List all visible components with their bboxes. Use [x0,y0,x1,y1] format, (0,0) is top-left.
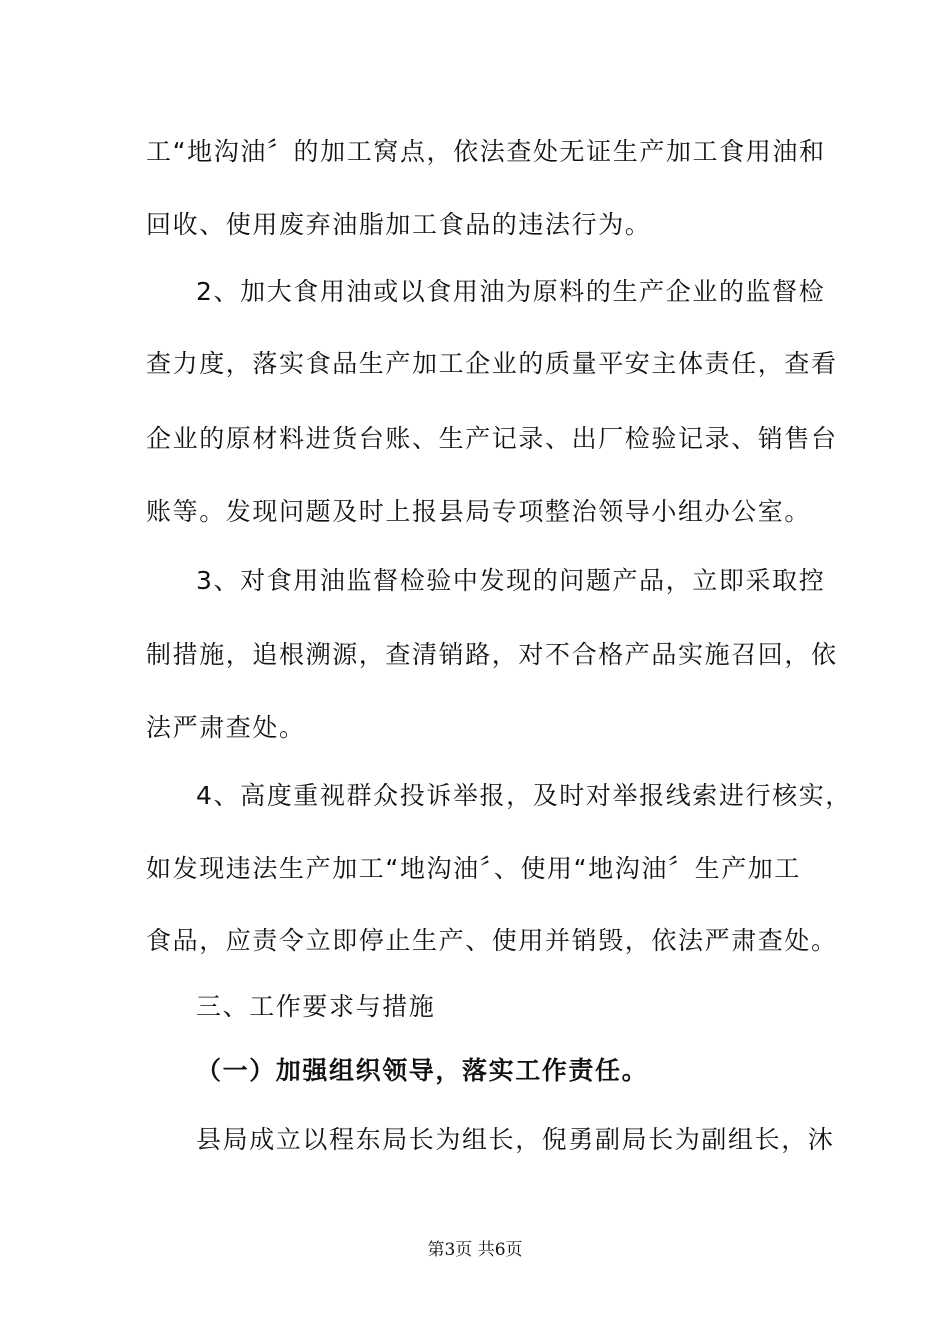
body-text-line: 法严肃查处。 [146,713,306,742]
body-text-line: 2、加大食用油或以食用油为原料的生产企业的监督检 [196,277,826,306]
body-text-line: 县局成立以程东局长为组长，倪勇副局长为副组长，沐 [196,1125,835,1154]
body-text-line: 如发现违法生产加工“地沟油〞、使用“地沟油〞生产加工 [146,854,802,883]
body-text-line: 企业的原材料进货台账、生产记录、出厂检验记录、销售台 [146,424,838,453]
body-text-line: 4、高度重视群众投诉举报，及时对举报线索进行核实， [196,781,852,810]
body-text-line: 食品，应责令立即停止生产、使用并销毁，依法严肃查处。 [146,926,838,955]
section-heading: 三、工作要求与措施 [196,992,436,1021]
body-text-line: 回收、使用废弃油脂加工食品的违法行为。 [146,210,652,239]
body-text-line: 查力度，落实食品生产加工企业的质量平安主体责任，查看 [146,349,838,378]
body-text-line: 账等。发现问题及时上报县局专项整治领导小组办公室。 [146,497,812,526]
body-text-line: 工“地沟油〞的加工窝点，依法查处无证生产加工食用油和 [146,137,826,166]
body-text-line: 3、对食用油监督检验中发现的问题产品，立即采取控 [196,566,826,595]
page-number-footer: 第3页 共6页 [427,1240,523,1260]
subsection-heading: （一）加强组织领导，落实工作责任。 [196,1056,649,1085]
body-text-line: 制措施，追根溯源，查清销路，对不合格产品实施召回，依 [146,640,838,669]
